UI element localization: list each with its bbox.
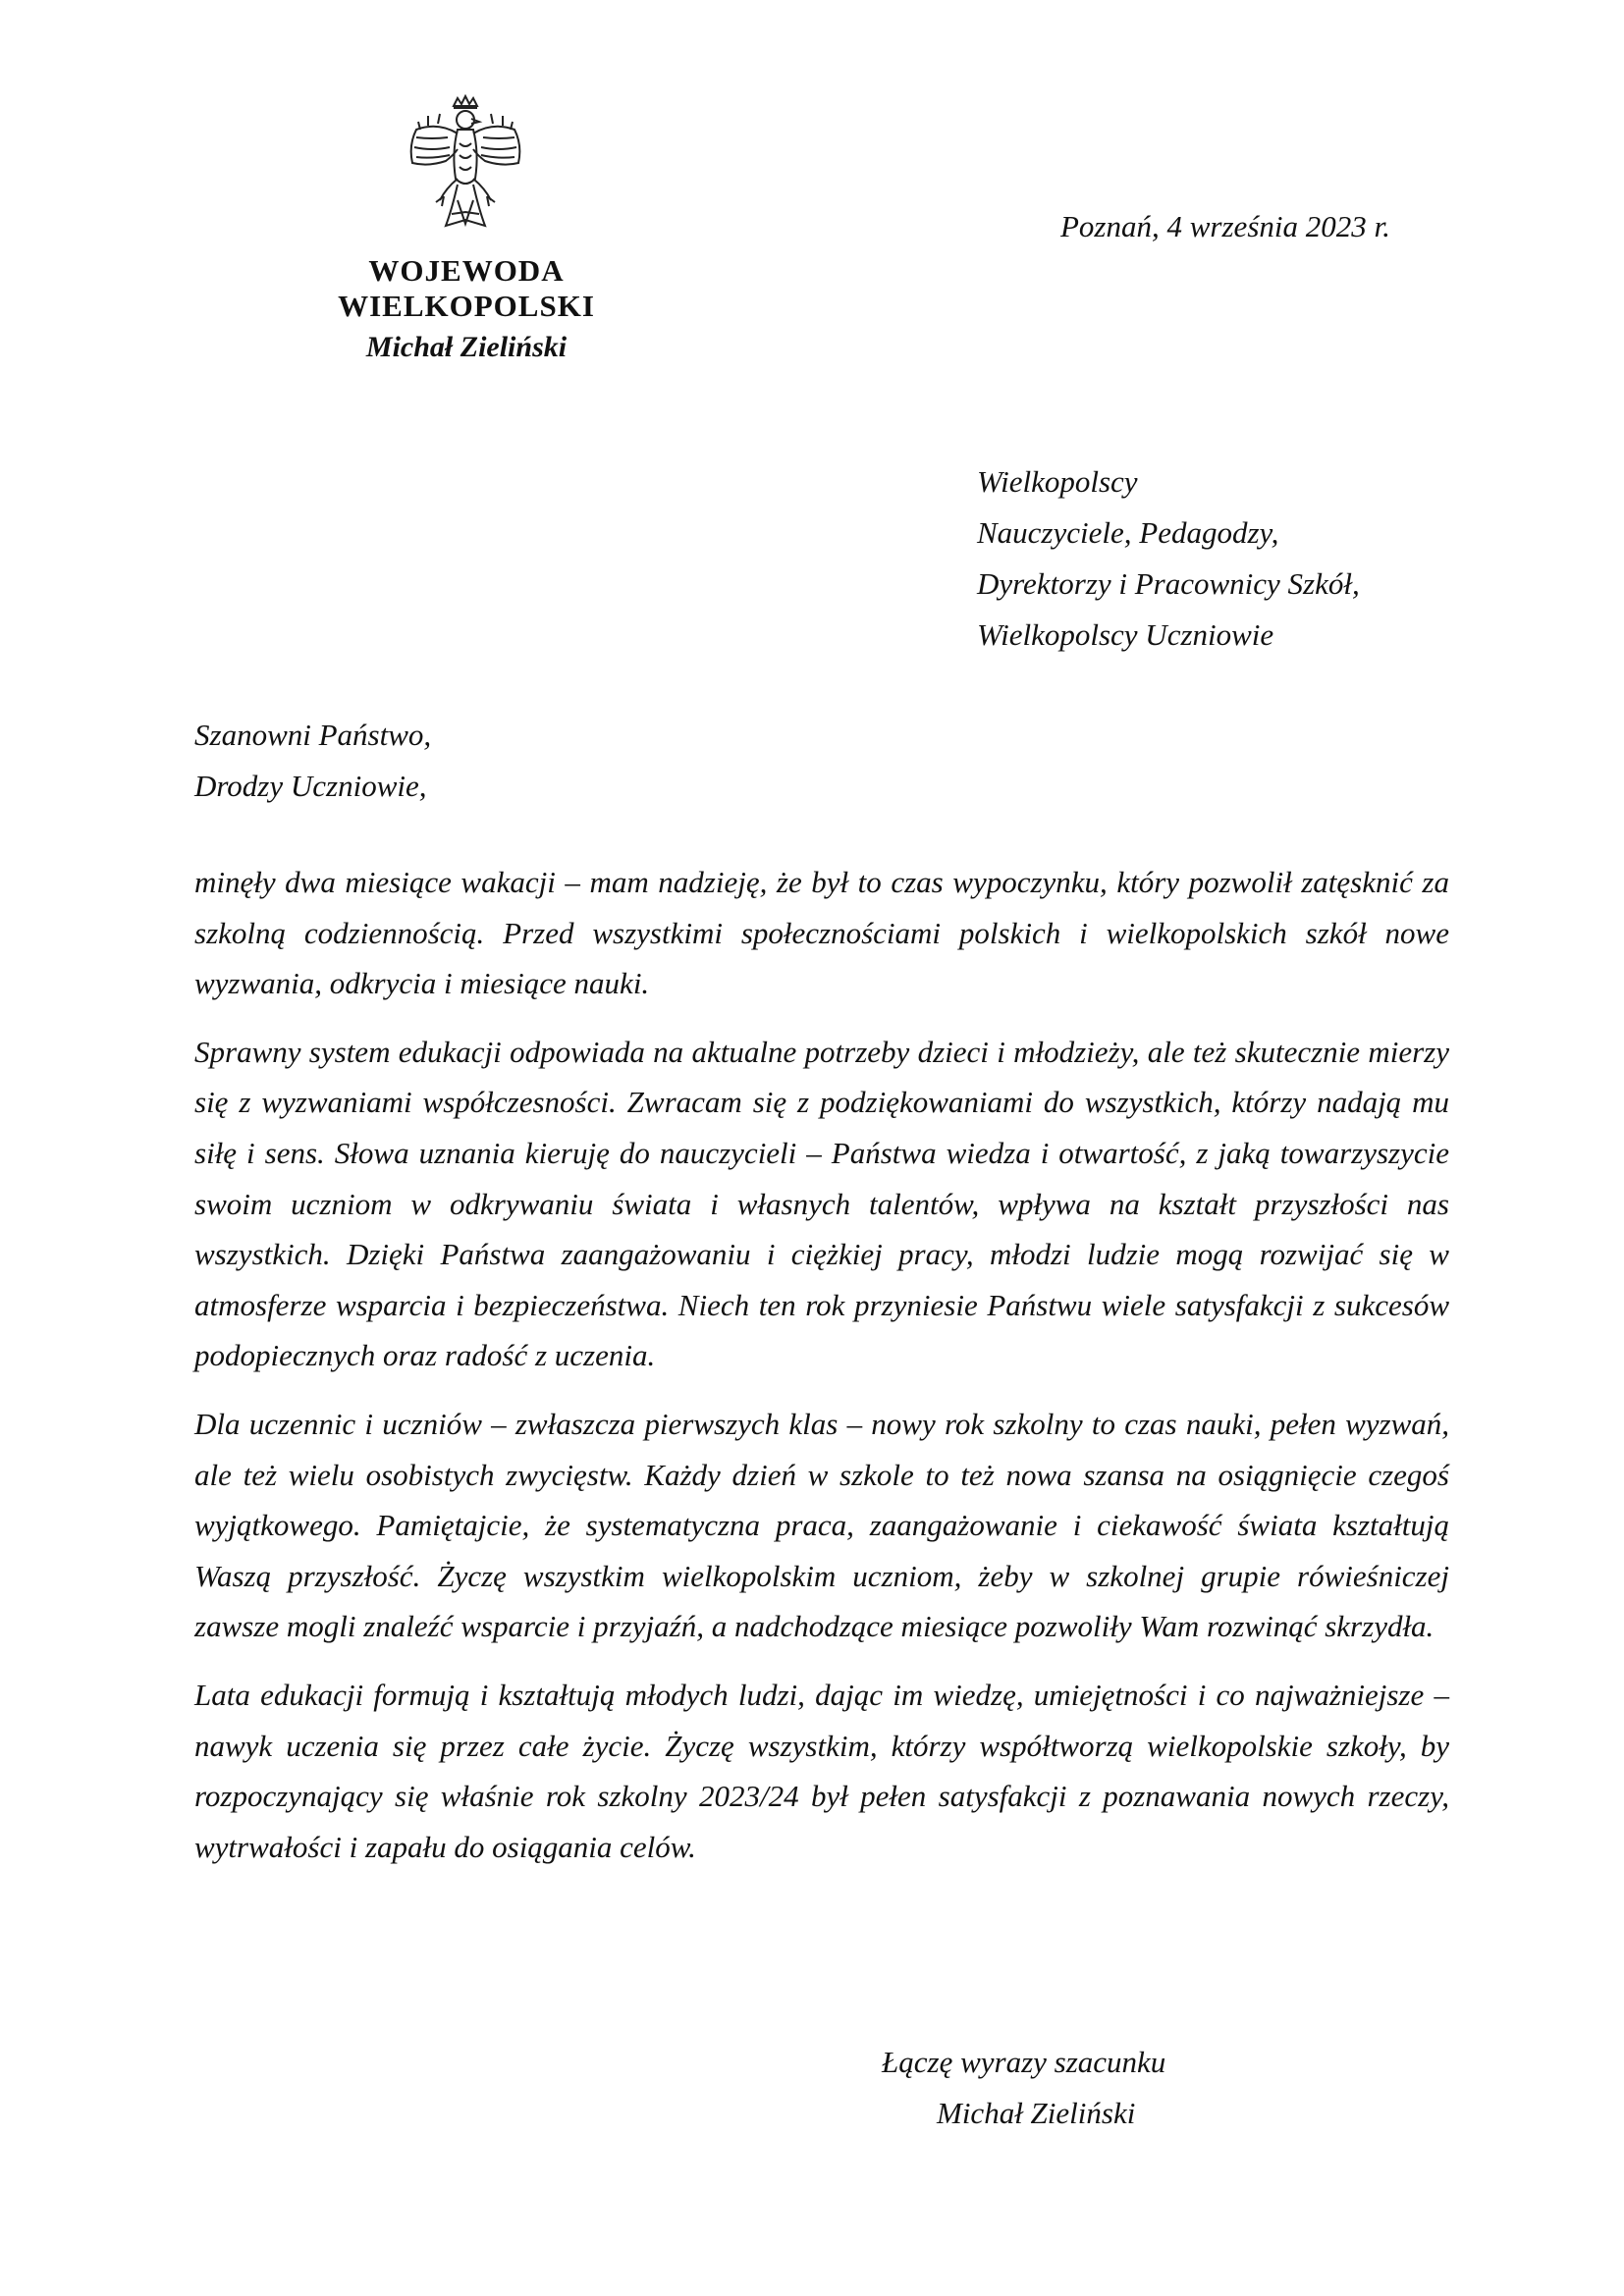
recipients-block (977, 456, 1360, 661)
salutation-line: Szanowni Państwo, (194, 718, 432, 752)
recipient-line: Wielkopolscy Uczniowie (977, 617, 1274, 652)
polish-eagle-emblem-icon (403, 94, 528, 241)
recipient-line: Nauczyciele, Pedagodzy, (977, 515, 1279, 550)
closing-signature: Michał Zieliński (937, 2096, 1136, 2130)
body-paragraph: minęły dwa miesiące wakacji – mam nadzieję, że był to czas wypoczynku, który pozwolił zatęsknić za szkolną codziennością. Przed wszystkimi społecznościami polskich i wielkopolskich szkół nowe wyzwania, odkrycia i miesiące nauki. (194, 865, 1449, 1001)
salutation-line: Drodzy Uczniowie, (194, 769, 427, 803)
recipient-line: Wielkopolscy (977, 464, 1138, 499)
body-paragraph: Lata edukacji formują i kształtują młodych ludzi, dając im wiedzę, umiejętności i co najważniejsze – nawyk uczenia się przez całe życie. Życzę wszystkim, którzy współtworzą wielkopolskie szkoły, by rozpoczynający się właśnie rok szkolny 2023/24 był pełen satysfakcji z poznawania nowych rzeczy, wytrwałości i zapału do osiągania celów. (194, 1677, 1449, 1864)
letter-date: Poznań, 4 września 2023 r. (1060, 209, 1390, 243)
issuer-name: Michał Zieliński (365, 331, 568, 363)
salutation-block (194, 710, 431, 812)
body-paragraph: Sprawny system edukacji odpowiada na aktualne potrzeby dzieci i młodzieży, ale też skutecznie mierzy się z wyzwaniami współczesności. Zwracam się z podziękowaniami do wszystkich, którzy nadają mu siłę i sens. Słowa uznania kieruję do nauczycieli – Państwa wiedza i otwartość, z jaką towarzyszycie swoim uczniom w odkrywaniu świata i własnych talentów, wpływa na kształt przyszłości nas wszystkich. Dzięki Państwa zaangażowaniu i ciężkiej pracy, młodzi ludzie mogą rozwijać się w atmosferze wsparcia i bezpieczeństwa. Niech ten rok przyniesie Państwu wiele satysfakcji z sukcesów podopiecznych oraz radość z uczenia. (194, 1034, 1449, 1373)
recipient-line: Dyrektorzy i Pracownicy Szkół, (977, 566, 1360, 601)
issuer-title: WOJEWODA WIELKOPOLSKI (338, 253, 595, 323)
letter-body (194, 857, 1449, 1890)
body-paragraph: Dla uczennic i uczniów – zwłaszcza pierwszych klas – nowy rok szkolny to czas nauki, pełen wyzwań, ale też wielu osobistych zwycięstw. Każdy dzień w szkole to też nowa szansa na osiągnięcie czegoś wyjątkowego. Pamiętajcie, że systematyczna praca, zaangażowanie i ciekawość świata kształtują Waszą przyszłość. Życzę wszystkim wielkopolskim uczniom, żeby w szkolnej grupie rówieśniczej zawsze mogli znaleźć wsparcie i przyjaźń, a nadchodzące miesiące pozwoliły Wam rozwinąć skrzydła. (194, 1406, 1449, 1644)
closing-regards: Łączę wyrazy szacunku (882, 2045, 1166, 2079)
closing-block (882, 2037, 1165, 2139)
